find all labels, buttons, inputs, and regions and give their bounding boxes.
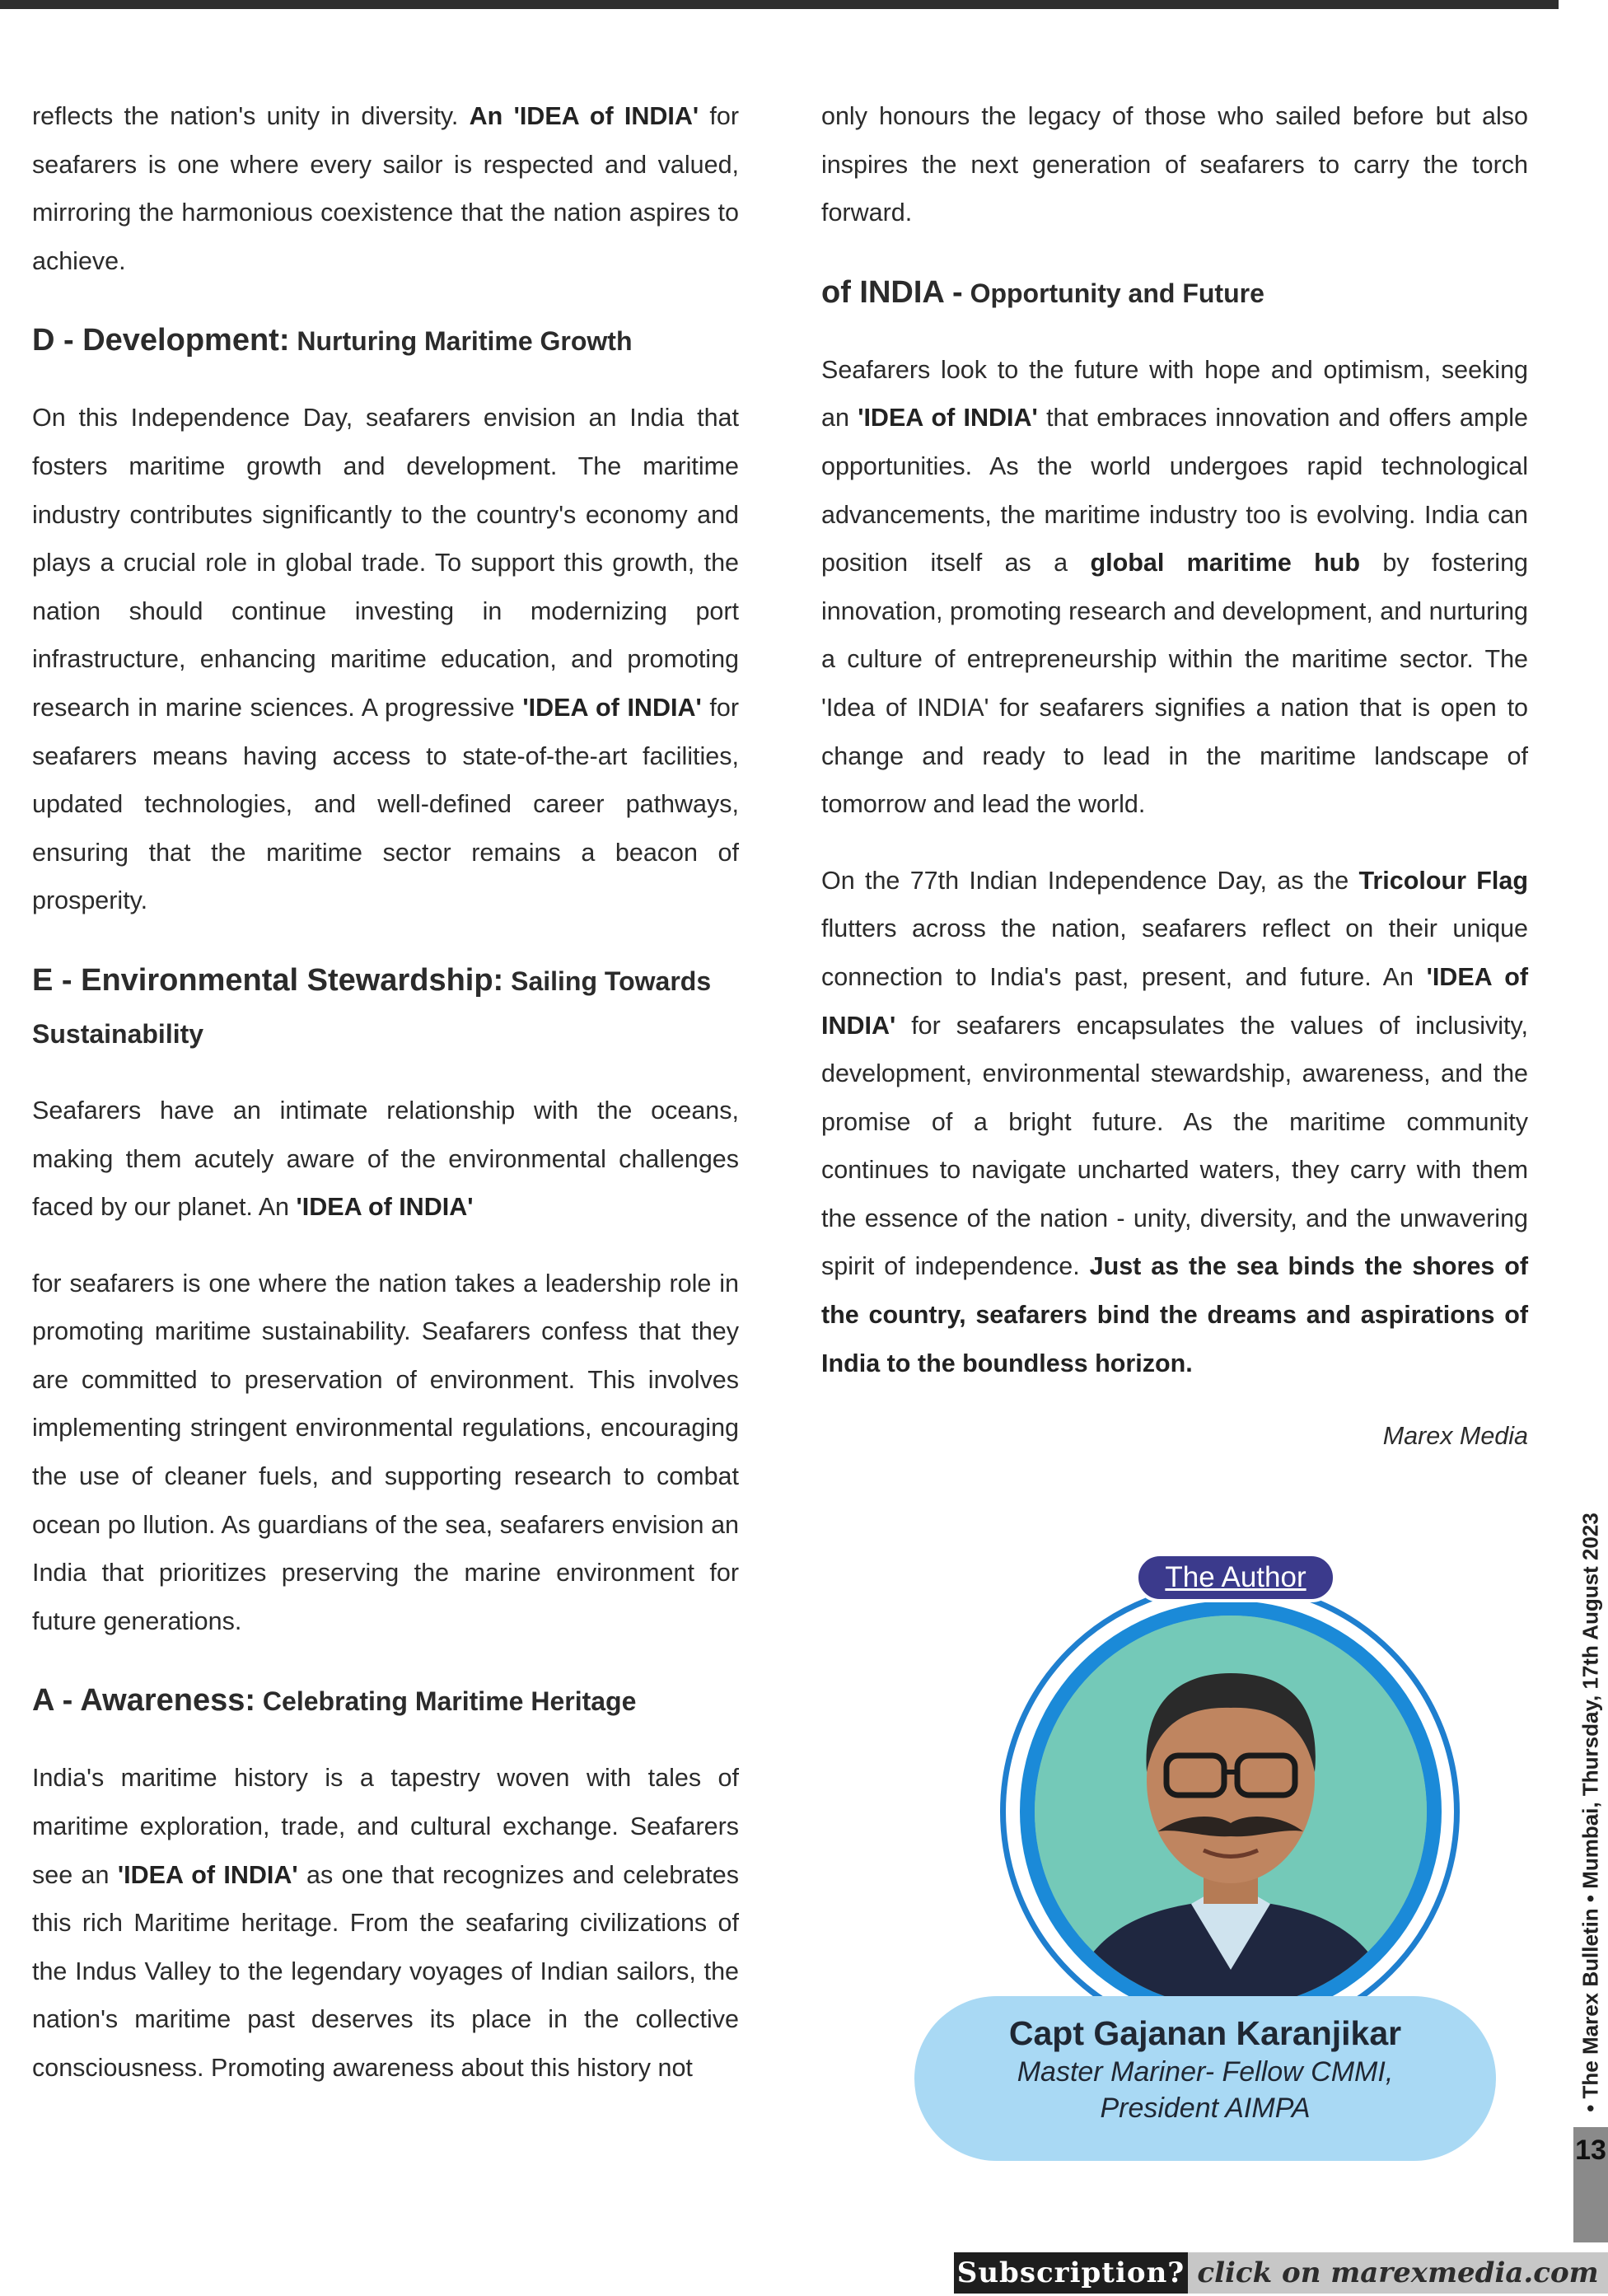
author-name: Capt Gajanan Karanjikar <box>1008 2014 1402 2052</box>
author-role-1: Master Mariner- Fellow CMMI, <box>1017 2056 1394 2088</box>
publication-info <box>1573 1499 1608 2125</box>
subscription-link[interactable]: click on marexmedia.com <box>1188 2252 1608 2294</box>
heading-awareness: A - Awareness: Celebrating Maritime Heritage <box>32 1683 637 1718</box>
right-column <box>821 92 1528 1489</box>
paragraph-unity: reflects the nation's unity in diversity. An 'IDEA of INDIA' for seafarers is one where every sailor is respected and valued, mirroring the harmonious coexistence that the nation aspires to achieve. <box>32 102 739 275</box>
side-strip <box>1573 1499 1608 2241</box>
author-namebox <box>914 1996 1496 2161</box>
paragraph-development: On this Independence Day, seafarers envision an India that fosters maritime growth and development. The maritime industry contributes significantly to the country's economy and plays a crucial role in global trade. To support this growth, the nation should continue investing in modernizing port infrastructure, enhancing maritime education, and promoting research in marine sciences. A progressive 'IDEA of INDIA' for seafarers means having access to state-of-the-art facilities, updated technologies, and well-defined career pathways, ensuring that the maritime sector remains a beacon of prosperity. <box>32 404 739 915</box>
paragraph-environment-intro: Seafarers have an intimate relationship with the oceans, making them acutely aware of the environmental challenges faced by our planet. An 'IDEA of INDIA' <box>32 1096 739 1222</box>
paragraph-awareness: India's maritime history is a tapestry woven with tales of maritime exploration, trade, and cultural exchange. Seafarers see an 'IDEA of INDIA' as one that recognizes and celebrates this rich Maritime heritage. From the seafaring civilizations of the Indus Valley to the legendary voyages of Indian sailors, the nation's maritime past deserves its place in the collective consciousness. Promoting awareness about this history not <box>32 1764 739 2082</box>
author-tag: The Author <box>1135 1553 1336 1602</box>
subscription-label[interactable]: Subscription? <box>954 2252 1188 2294</box>
heading-environmental: E - Environmental Stewardship: Sailing Towards Sustainability <box>32 962 712 1049</box>
paragraph-conclusion: On the 77th Indian Independence Day, as the Tricolour Flag flutters across the nation, seafarers reflect on their unique connection to India's past, present, and future. An 'IDEA of INDIA' for seafarers encapsulates the values of inclusivity, development, environmental stewardship, awareness, and the promise of a bright future. As the maritime community continues to navigate uncharted waters, they carry with them the essence of the nation - unity, diversity, and the unwavering spirit of independence. Just as the sea binds the shores of the country, seafarers bind the dreams and aspirations of India to the boundless horizon. <box>821 866 1528 1377</box>
author-card <box>914 1553 1496 2163</box>
signature: Marex Media <box>1382 1422 1528 1451</box>
left-column <box>32 92 739 2121</box>
author-photo <box>1035 1616 1427 2008</box>
heading-india-opportunity: of INDIA - Opportunity and Future <box>821 274 1264 310</box>
heading-development: D - Development: Nurturing Maritime Growth <box>32 323 633 358</box>
author-portrait-icon <box>1035 1616 1427 2008</box>
paragraph-legacy: only honours the legacy of those who sailed before but also inspires the next generation of seafarers to carry the torch forward. <box>821 102 1528 227</box>
page-number: 13 <box>1573 2127 1608 2242</box>
paragraph-future: Seafarers look to the future with hope and optimism, seeking an 'IDEA of INDIA' that embraces innovation and offers ample opportunities. As the world undergoes rapid technological advancements, the maritime industry too is evolving. India can position itself as a global maritime hub by fostering innovation, promoting research and development, and nurturing a culture of entrepreneurship within the maritime sector. The 'Idea of INDIA' for seafarers signifies a nation that is open to change and ready to lead in the maritime landscape of tomorrow and lead the world. <box>821 355 1528 819</box>
top-bar <box>0 0 1559 9</box>
paragraph-environment: for seafarers is one where the nation takes a leadership role in promoting maritime sustainability. Seafarers confess that they are committed to preservation of environment. This involves implementing stringent environmental regulations, encouraging the use of cleaner fuels, and supporting research to combat ocean po llution. As guardians of the sea, seafarers envision an India that prioritizes preserving the marine environment for future generations. <box>32 1269 739 1635</box>
publication-text: • The Marex Bulletin • Mumbai, Thursday, 17th August 2023 <box>1578 1513 1603 2112</box>
author-role-2: President AIMPA <box>1100 2093 1311 2124</box>
